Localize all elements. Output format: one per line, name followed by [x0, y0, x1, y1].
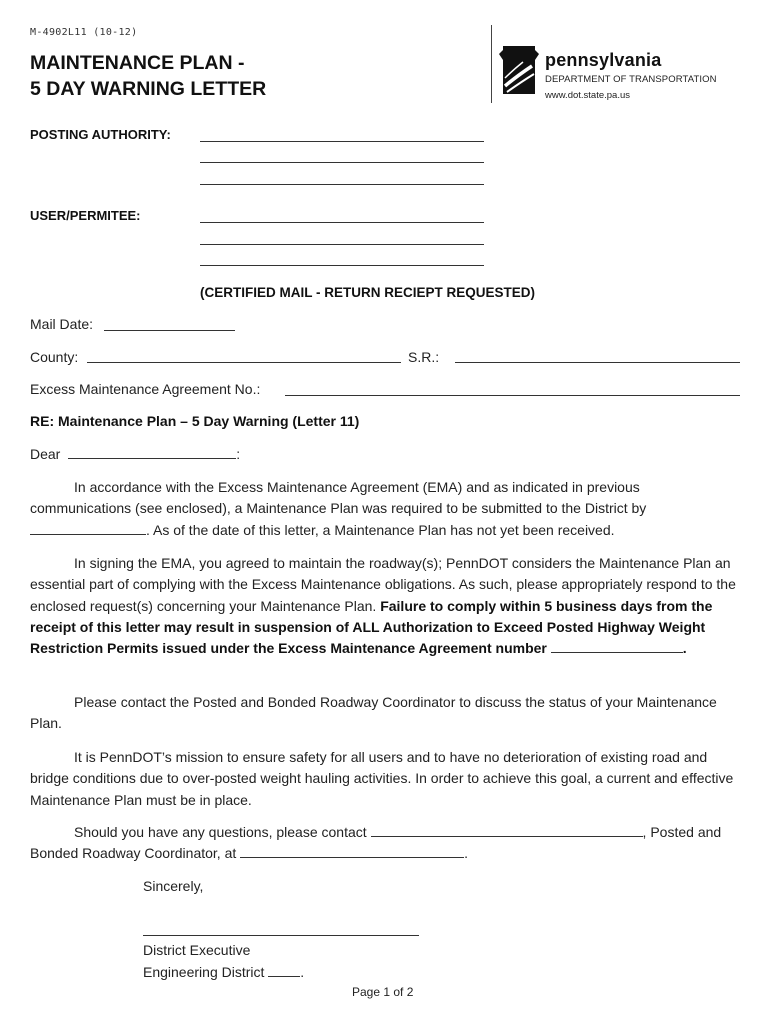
district-label: Engineering District [143, 964, 265, 980]
title-line-2: 5 DAY WARNING LETTER [30, 78, 267, 100]
signature-district [143, 964, 304, 980]
agreement-number-field[interactable] [551, 641, 683, 653]
paragraph-2-warning: Failure to comply within 5 business days from the receipt of this letter may result in suspension of ALL Authorization to Exceed Posted Highway Weight Restriction Permits issued under the Excess Maintenance Agreement number [30, 597, 713, 657]
dear-recipient-field[interactable] [68, 447, 236, 459]
paragraph-5 [30, 822, 742, 865]
ema-number-field[interactable] [285, 395, 740, 396]
closing: Sincerely, [143, 878, 204, 894]
paragraph-2-text: In signing the EMA, you agreed to maintain the roadway(s); PennDOT considers the Maintenance Plan an essential part of complying with the Excess Maintenance obligations. As such, please appropriately respond to the enclosed request(s) concerning your Maintenance Plan. [30, 555, 736, 614]
paragraph-4: It is PennDOT’s mission to ensure safety for all users and to have no deterioration of existing road and bridge conditions due to over-posted weight hauling activities. In order to achieve this goal, a current and effective Maintenance Plan must be in place. [30, 749, 734, 808]
agency-branding [545, 50, 717, 102]
paragraph-2 [30, 553, 742, 659]
paragraph-5-text-b: , Posted [642, 824, 694, 840]
user-permitee-line-3[interactable] [200, 265, 484, 266]
agency-url[interactable]: www.dot.state.pa.us [545, 90, 631, 101]
paragraph-5-text-c: and Bonded Roadway Coordinator, at [30, 824, 722, 862]
posting-authority-line-3[interactable] [200, 184, 484, 185]
paragraph-1-text-b: . As of the date of this letter, a Maintenance Plan has not yet been received. [146, 521, 615, 538]
user-permitee-line-2[interactable] [200, 244, 484, 245]
sr-field[interactable] [455, 362, 740, 363]
mail-date-label: Mail Date: [30, 316, 94, 332]
signature-line[interactable] [143, 935, 419, 936]
page-title [30, 50, 266, 102]
mail-date-field[interactable] [104, 330, 235, 331]
title-line-1: MAINTENANCE PLAN - [30, 52, 245, 74]
district-number-field[interactable] [268, 965, 300, 977]
salutation [30, 446, 240, 462]
certified-mail-note: (CERTIFIED MAIL - RETURN RECIEPT REQUESTED) [200, 285, 536, 300]
ema-number-label: Excess Maintenance Agreement No.: [30, 381, 261, 397]
posting-authority-line-2[interactable] [200, 162, 484, 163]
keystone-logo-icon [499, 46, 539, 99]
agency-name: pennsylvania [545, 50, 662, 70]
form-number: M-4902L11 (10-12) [30, 27, 138, 38]
contact-phone-field[interactable] [240, 846, 464, 858]
paragraph-1-text-a: In accordance with the Excess Maintenance Agreement (EMA) and as indicated in previous communications (see enclosed), a Maintenance Plan was required to be submitted to the District by [30, 479, 647, 517]
signature-title: District Executive [143, 942, 251, 958]
agency-department: DEPARTMENT OF TRANSPORTATION [545, 74, 717, 85]
paragraph-5-text-d: . [464, 845, 469, 862]
paragraph-1 [30, 477, 742, 541]
paragraph-3: Please contact the Posted and Bonded Roadway Coordinator to discuss the status of your Maintenance Plan. [30, 694, 717, 732]
posting-authority-label: POSTING AUTHORITY: [30, 127, 171, 142]
re-line: RE: Maintenance Plan – 5 Day Warning (Letter 11) [30, 413, 360, 429]
submission-date-field[interactable] [30, 523, 146, 535]
dear-text: Dear [30, 446, 61, 462]
header-divider [491, 25, 492, 103]
county-field[interactable] [87, 362, 401, 363]
user-permitee-line-1[interactable] [200, 222, 484, 223]
user-permitee-label: USER/PERMITEE: [30, 208, 141, 223]
dear-colon: : [236, 446, 241, 462]
paragraph-2-period: . [682, 640, 687, 657]
contact-name-field[interactable] [371, 825, 643, 837]
sr-label: S.R.: [408, 349, 440, 365]
posting-authority-line-1[interactable] [200, 141, 484, 142]
page-number: Page 1 of 2 [352, 985, 414, 999]
county-label: County: [30, 349, 79, 365]
paragraph-5-text-a: Should you have any questions, please contact [74, 824, 367, 840]
district-period: . [300, 964, 305, 980]
